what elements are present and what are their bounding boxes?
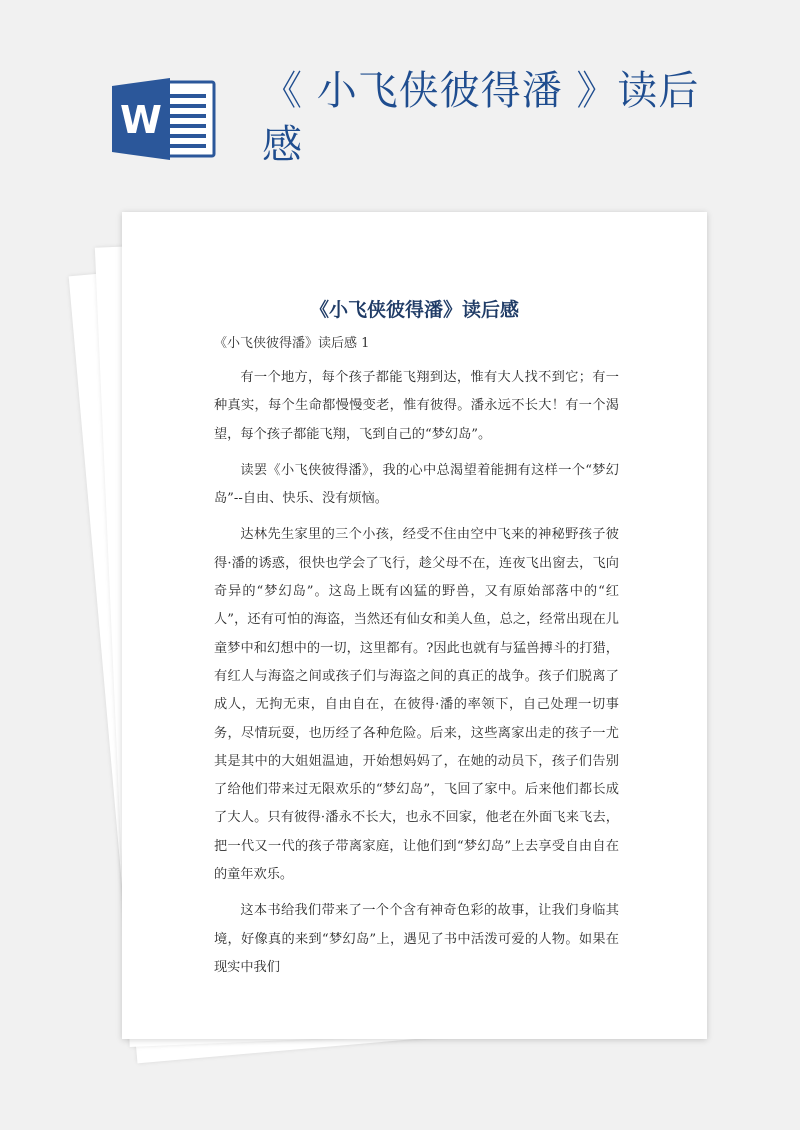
paragraph: 达林先生家里的三个小孩，经受不住由空中飞来的神秘野孩子彼得·潘的诱惑，很快也学会了飞行，趁父母不在，连夜飞出窗去，飞向奇异的“梦幻岛”。这岛上既有凶猛的野兽，又有原始部落中的“红人”，还有可怕的海盗，当然还有仙女和美人鱼，总之，经常出现在儿童梦中和幻想中的一切，这里都有。?因此也就有与猛兽搏斗的打猎，有红人与海盗之间或孩子们与海盗之间的真正的战争。孩子们脱离了成人，无拘无束，自由自在，在彼得·潘的率领下，自己处理一切事务，尽情玩耍，也历经了各种危险。后来，这些离家出走的孩子一尤其是其中的大姐姐温迪，开始想妈妈了，在她的动员下，孩子们告别了给他们带来过无限欢乐的“梦幻岛”，飞回了家中。后来他们都长成了大人。只有彼得·潘永不长大，也永不回家，他老在外面飞来飞去，把一代又一代的孩子带离家庭，让他们到“梦幻岛”上去享受自由自在的童年欢乐。 (214, 527, 619, 883)
paragraph: 读罢《小飞侠彼得潘》，我的心中总渴望着能拥有这样一个“梦幻岛”--自由、快乐、没有烦恼。 (214, 462, 619, 507)
word-document-icon (112, 78, 216, 160)
page-title: 《 小飞侠彼得潘 》读后感 (262, 68, 700, 168)
document-subheading: 《小飞侠彼得潘》读后感 1 (214, 336, 370, 351)
word-icon-letter: W (120, 98, 162, 142)
document-page (122, 212, 707, 1039)
paragraph: 有一个地方，每个孩子都能飞翔到达，惟有大人找不到它；有一种真实，每个生命都慢慢变老，惟有彼得。潘永远不长大！有一个渴望，每个孩子都能飞翔，飞到自己的“梦幻岛”。 (214, 370, 619, 442)
paragraph: 这本书给我们带来了一个个含有神奇色彩的故事，让我们身临其境，好像真的来到“梦幻岛”上，遇见了书中活泼可爱的人物。如果在现实中我们 (214, 903, 619, 975)
document-body (214, 364, 619, 990)
document-title: 《小飞侠彼得潘》读后感 (309, 299, 519, 321)
